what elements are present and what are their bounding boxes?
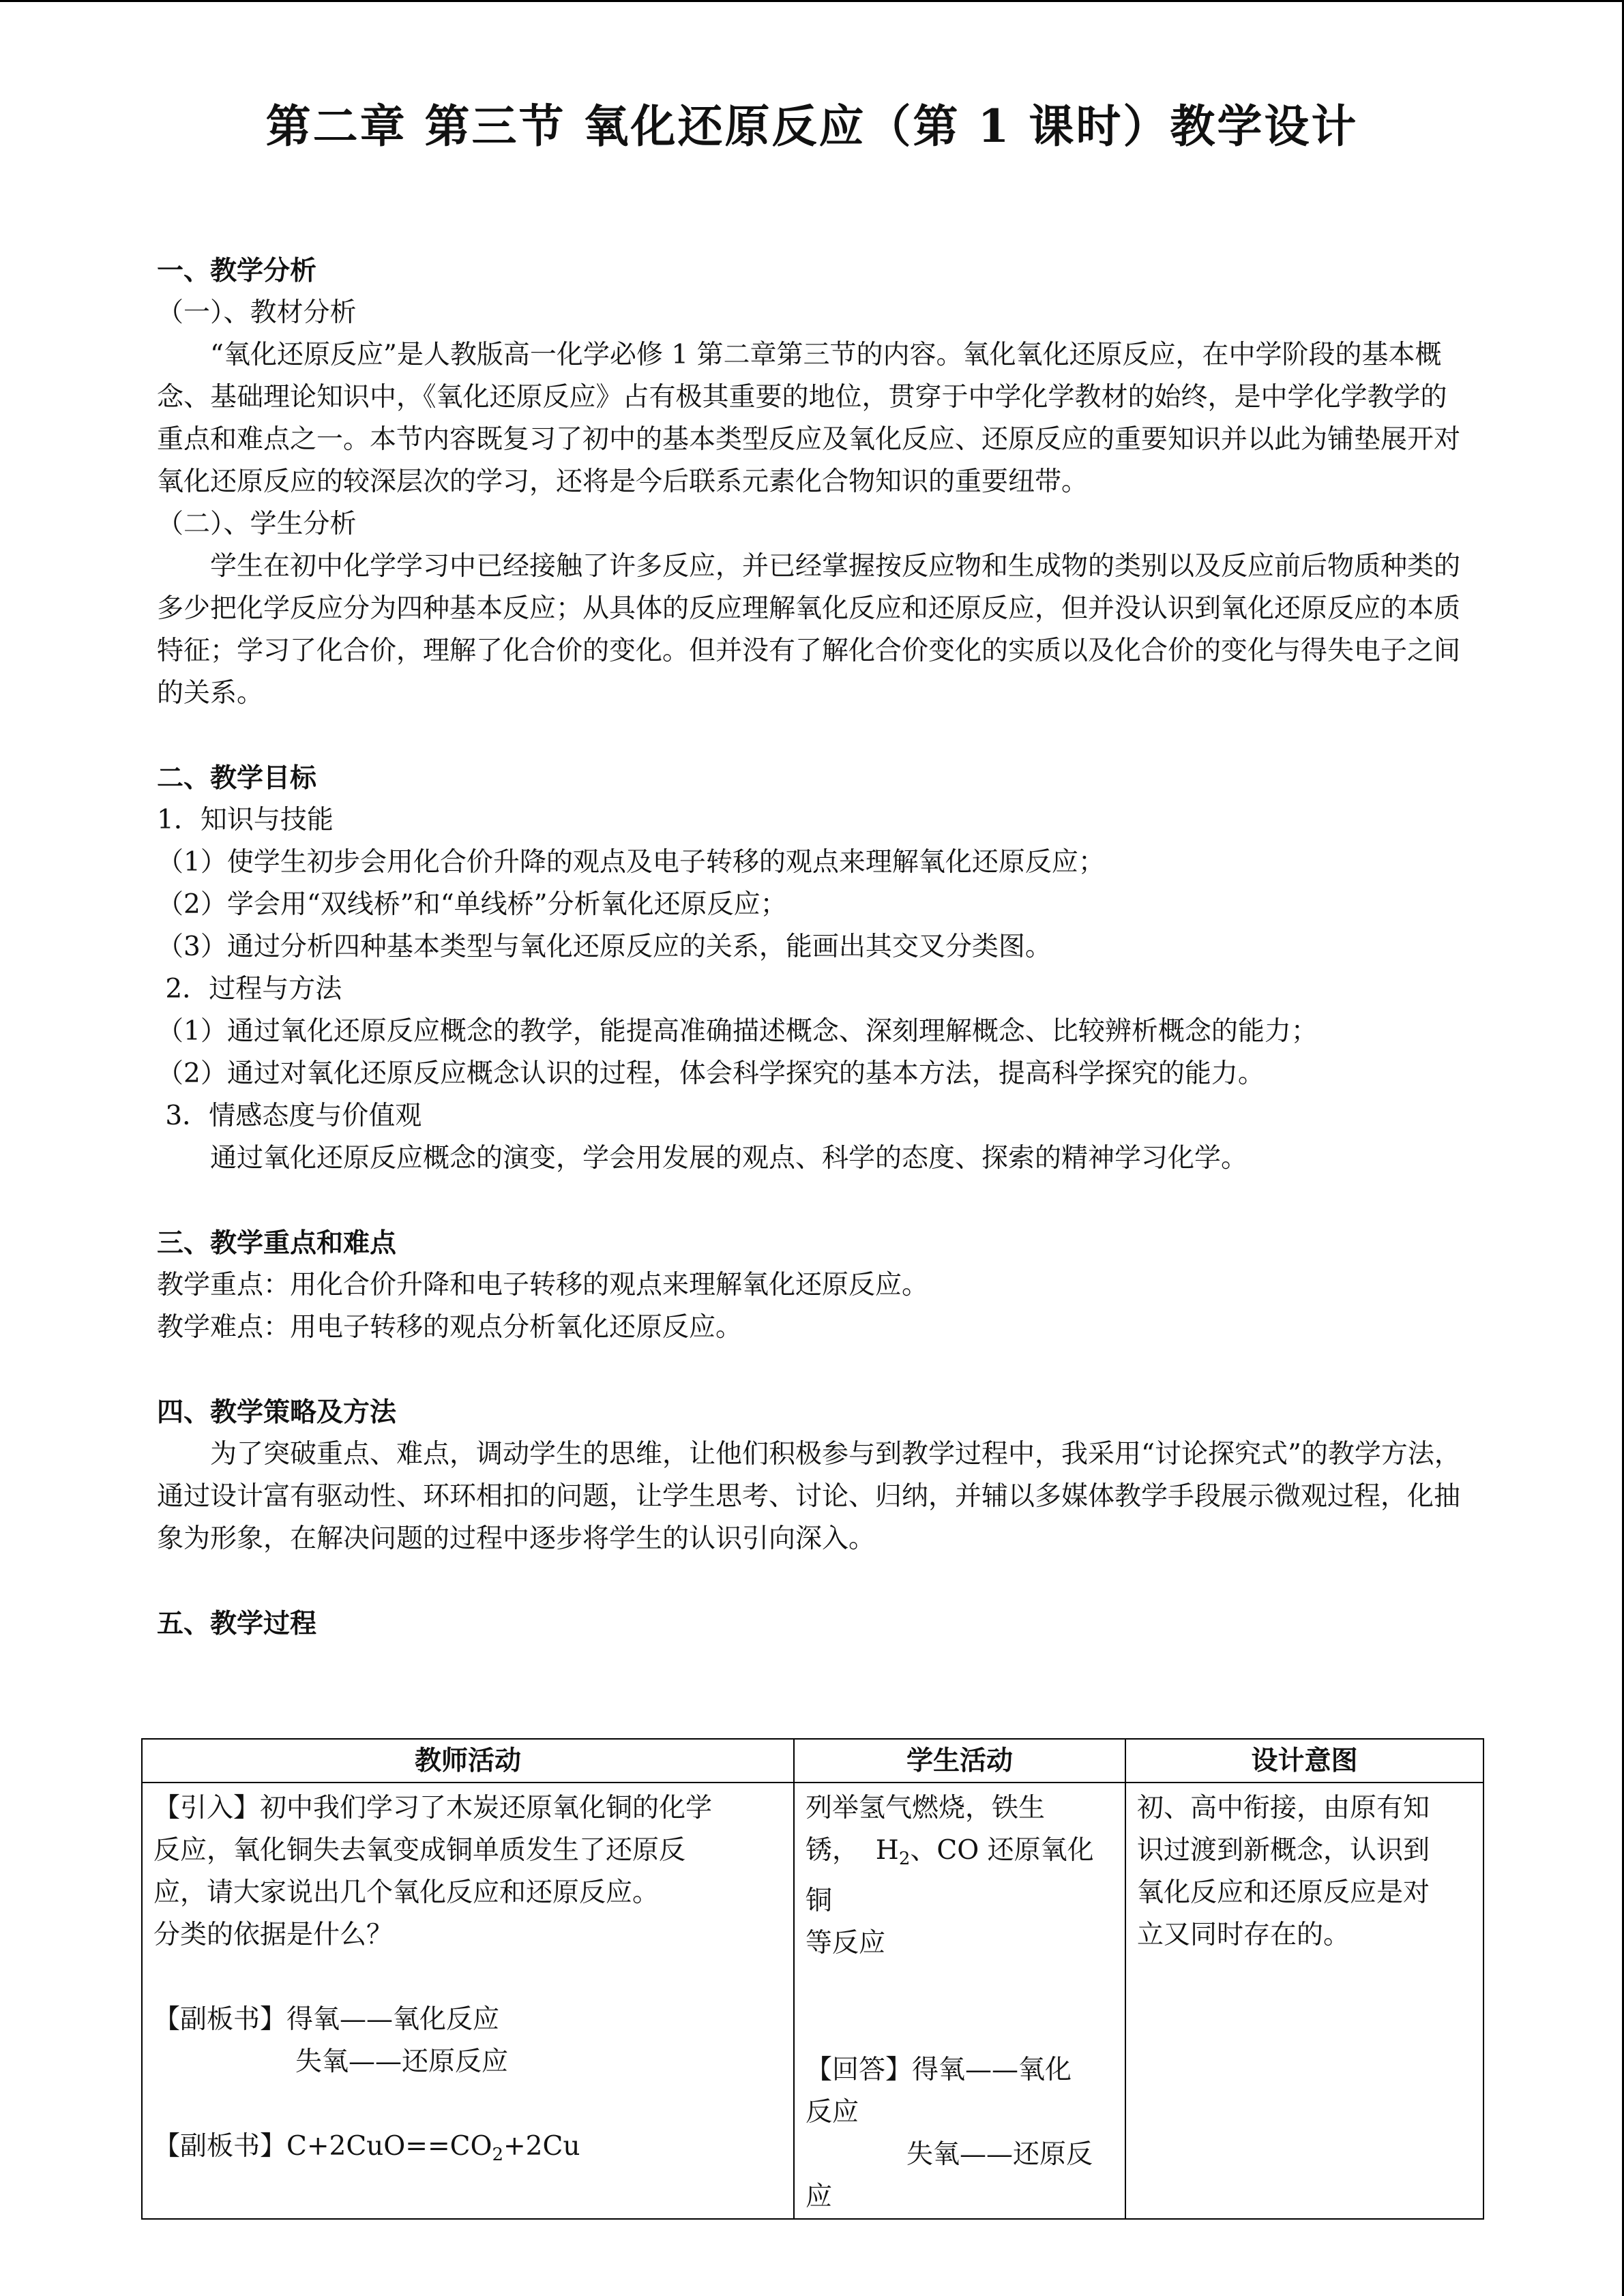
objective-process-1: （1）通过氧化还原反应概念的教学，能提高准确描述概念、深刻理解概念、比较辨析概念的能力； bbox=[157, 1016, 1318, 1047]
student-answer: 失氧——还原反 bbox=[906, 2139, 1093, 2170]
student-subscript: 2 bbox=[898, 1849, 911, 1869]
difficult-point: 教学难点：用电子转移的观点分析氧化还原反应。 bbox=[157, 1312, 743, 1343]
objective-knowledge-2: （2）学会用“双线桥”和“单线桥”分析氧化还原反应； bbox=[157, 889, 787, 920]
teacher-intro-line: 反应，氧化铜失去氧变成铜单质发生了还原反 bbox=[153, 1835, 686, 1866]
objective-knowledge-1: （1）使学生初步会用化合价升降的观点及电子转移的观点来理解氧化还原反应； bbox=[157, 847, 1105, 878]
column-header-student: 学生活动 bbox=[794, 1739, 1125, 1783]
objective-process-heading: 2．过程与方法 bbox=[157, 974, 342, 1004]
teaching-process-table bbox=[141, 1738, 1484, 2220]
student-text: 、CO 还原氧化铜 bbox=[806, 1835, 1094, 1916]
student-answer: 应 bbox=[806, 2181, 833, 2212]
paragraph-strategy: 为了突破重点、难点，调动学生的思维，让他们积极参与到教学过程中，我采用“讨论探究式”的教学方法，通过设计富有驱动性、环环相扣的问题，让学生思考、讨论、归纳，并辅以多媒体教学手段展示微观过程，化抽象为形象，在解决问题的过程中逐步将学生的认识引向深入。 bbox=[157, 1439, 1461, 1554]
teacher-intro-line: 【引入】初中我们学习了木炭还原氧化铜的化学 bbox=[153, 1793, 713, 1823]
subheading-student-analysis: （二）、学生分析 bbox=[157, 509, 357, 539]
student-line bbox=[806, 1830, 1114, 1922]
section-heading-objectives: 二、教学目标 bbox=[157, 762, 317, 794]
section-heading-strategy: 四、教学策略及方法 bbox=[157, 1397, 397, 1428]
teacher-question: 分类的依据是什么？ bbox=[153, 1920, 394, 1950]
column-header-intent: 设计意图 bbox=[1125, 1739, 1483, 1783]
paragraph-student-analysis: 学生在初中化学学习中已经接触了许多反应，并已经掌握按反应物和生成物的类别以及反应前后物质种类的多少把化学反应分为四种基本反应；从具体的反应理解氧化反应和还原反应，但并没认识到氧化还原反应的本质特征；学习了化合价，理解了化合价的变化。但并没有了解化合价变化的实质以及化合价的变化与得失电子之间的关系。 bbox=[157, 551, 1461, 709]
column-header-teacher: 教师活动 bbox=[142, 1739, 794, 1783]
intent-line: 氧化反应和还原反应是对 bbox=[1137, 1877, 1430, 1908]
objective-knowledge-3: （3）通过分析四种基本类型与氧化还原反应的关系，能画出其交叉分类图。 bbox=[157, 931, 1052, 962]
objective-emotion-heading: 3．情感态度与价值观 bbox=[157, 1101, 422, 1131]
section-heading-key-points: 三、教学重点和难点 bbox=[157, 1227, 397, 1259]
table-header-row bbox=[142, 1739, 1483, 1783]
student-line: 等反应 bbox=[806, 1928, 886, 1958]
paragraph-textbook-analysis: “氧化还原反应”是人教版高一化学必修 1 第二章第三节的内容。氧化氧化还原反应，在中学阶段的基本概念、基础理论知识中，《氧化还原反应》占有极其重要的地位，贯穿于中学化学教材的始终，是中学化学教学的重点和难点之一。本节内容既复习了初中的基本类型反应及氧化反应、还原反应的重要知识并以此为铺垫展开对氧化还原反应的较深层次的学习，还将是今后联系元素化合物知识的重要纽带。 bbox=[157, 340, 1461, 497]
equation-subscript: 2 bbox=[492, 2145, 503, 2165]
section-heading-analysis: 一、教学分析 bbox=[157, 255, 317, 286]
student-text: 锈， H bbox=[806, 1835, 899, 1866]
teacher-intro-line: 应，请大家说出几个氧化反应和还原反应。 bbox=[153, 1877, 660, 1908]
student-activity-cell bbox=[794, 1783, 1125, 2219]
page-border-top bbox=[0, 0, 1624, 2]
table-row bbox=[142, 1783, 1483, 2219]
objective-process-2: （2）通过对氧化还原反应概念认识的过程，体会科学探究的基本方法，提高科学探究的能力。 bbox=[157, 1058, 1265, 1089]
equation-text: 【副板书】C+2CuO==CO bbox=[153, 2131, 492, 2162]
student-answer: 反应 bbox=[806, 2097, 859, 2128]
intent-line: 立又同时存在的。 bbox=[1137, 1920, 1350, 1950]
equation-text: +2Cu bbox=[503, 2131, 580, 2162]
document-title: 第二章 第三节 氧化还原反应（第 1 课时）教学设计 bbox=[265, 100, 1359, 153]
subheading-textbook-analysis: （一）、教材分析 bbox=[157, 297, 357, 328]
student-line: 列举氢气燃烧，铁生 bbox=[806, 1793, 1046, 1823]
student-answer: 【回答】得氧——氧化 bbox=[806, 2055, 1072, 2085]
section-heading-process: 五、教学过程 bbox=[157, 1608, 317, 1639]
design-intent-cell bbox=[1125, 1783, 1483, 2219]
teacher-board-note: 失氧——还原反应 bbox=[295, 2046, 509, 2077]
intent-line: 识过渡到新概念，认识到 bbox=[1137, 1835, 1430, 1866]
teacher-board-equation bbox=[153, 2126, 782, 2176]
teacher-board-note: 【副板书】得氧——氧化反应 bbox=[153, 2004, 500, 2035]
objective-emotion-1: 通过氧化还原反应概念的演变，学会用发展的观点、科学的态度、探索的精神学习化学。 bbox=[210, 1143, 1248, 1174]
objective-knowledge-heading: 1．知识与技能 bbox=[157, 805, 334, 835]
document-body bbox=[157, 250, 1468, 1645]
intent-line: 初、高中衔接，由原有知 bbox=[1137, 1793, 1430, 1823]
key-point: 教学重点：用化合价升降和电子转移的观点来理解氧化还原反应。 bbox=[157, 1270, 929, 1300]
teacher-activity-cell bbox=[142, 1783, 794, 2219]
